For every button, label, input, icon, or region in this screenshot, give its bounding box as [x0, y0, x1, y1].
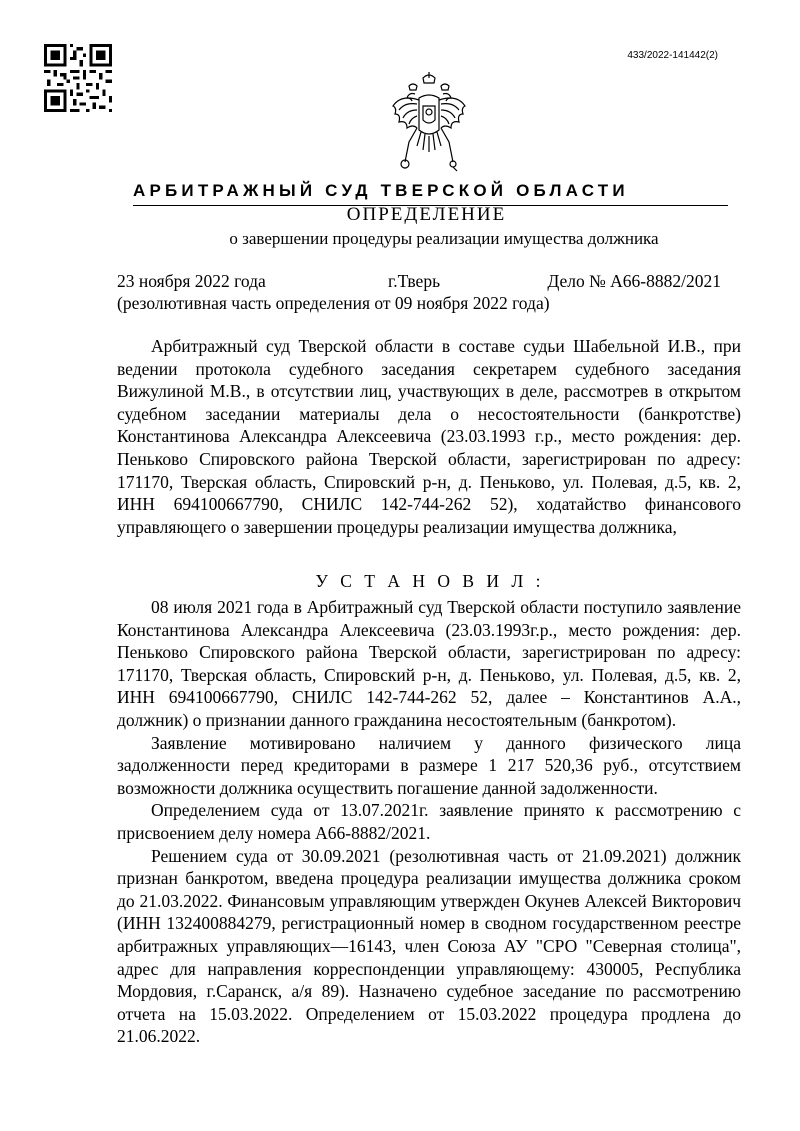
- body-paragraph: Решением суда от 30.09.2021 (резолютивная часть от 21.09.2021) должник признан банкротом, введена процедура реализации имущества должника сроком до 21.03.2022. Финансовым управляющим утвержден Окунев Алексей Викторович (ИНН 132400884279, регистрационный номер в сводном государственном реестре арбитражных управляющих—16143, член Союза АУ "СРО "Северная столица", адрес для направления корреспонденции управляющему: 430005, Республика Мордовия, г.Саранск, а/я 89). Назначено судебное заседание по рассмотрению отчета на 15.03.2022. Определением от 15.03.2022 процедура продлена до 21.06.2022.: [117, 845, 741, 1047]
- case-number: Дело № А66-8882/2021: [547, 271, 721, 291]
- intro-section: [117, 335, 741, 538]
- body-paragraph: Определением суда от 13.07.2021г. заявление принято к рассмотрению с присвоением делу номера А66-8882/2021.: [117, 800, 741, 843]
- established-heading: У С Т А Н О В И Л :: [315, 571, 545, 591]
- document-subtitle: о завершении процедуры реализации имущества должника: [229, 229, 659, 248]
- document-type: ОПРЕДЕЛЕНИЕ: [346, 204, 507, 225]
- qr-code-icon: [44, 44, 112, 112]
- date-line: [117, 271, 721, 295]
- court-name: АРБИТРАЖНЫЙ СУД ТВЕРСКОЙ ОБЛАСТИ: [133, 181, 629, 200]
- document-date: 23 ноября 2022 года: [117, 271, 266, 291]
- coat-of-arms-icon: [387, 72, 471, 172]
- body-paragraph: 08 июля 2021 года в Арбитражный суд Тверской области поступило заявление Константинова Александра Алексеевича (23.03.1993г.р., место рождения: дер. Пеньково Спировского района Тверской области, зарегистрирован по адресу: 171170, Тверская область, Спировский р-н, д. Пеньково, ул. Полевая, д.5, кв. 2, ИНН 694100667790, СНИЛС 142-744-262 52, далее – Константинов А.А., должник) о признании данного гражданина несостоятельным (банкротом).: [117, 597, 741, 730]
- intro-paragraph: Арбитражный суд Тверской области в составе судьи Шабельной И.В., при ведении протокола судебного заседания секретарем судебного заседания Вижулиной М.В., в отсутствии лиц, участвующих в деле, рассмотрев в открытом судебном заседании материалы дела о несостоятельности (банкротстве) Константинова Александра Алексеевича (23.03.1993 г.р., место рождения: дер. Пеньково Спировского района Тверской области, зарегистрирован по адресу: 171170, Тверская область, Спировский р-н, д. Пеньково, ул. Полевая, д.5, кв. 2, ИНН 694100667790, СНИЛС 142-744-262 52), ходатайство финансового управляющего о завершении процедуры реализации имущества должника,: [117, 336, 741, 537]
- body-paragraph: Заявление мотивировано наличием у данного физического лица задолженности перед кредиторами в размере 1 217 520,36 руб., отсутствием возможности должника осуществить погашение данной задолженности.: [117, 732, 741, 798]
- document-number: 433/2022-141442(2): [627, 50, 718, 61]
- document-city: г.Тверь: [388, 271, 441, 291]
- established-section: [117, 596, 741, 1048]
- resolutive-note: (резолютивная часть определения от 09 ноября 2022 года): [117, 293, 550, 313]
